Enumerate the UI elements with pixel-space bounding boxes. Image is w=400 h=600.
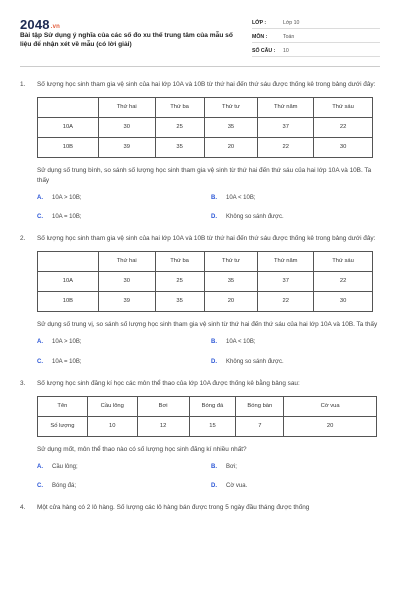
table-row (38, 272, 373, 292)
table-cell: 30 (98, 272, 155, 292)
option-d[interactable] (211, 358, 377, 367)
question-text: Số lượng học sinh tham gia vệ sinh của hai lớp 10A và 10B từ thứ hai đến thứ sáu được thống kê trong bảng dưới đây: (37, 235, 376, 243)
table-header: Bóng bàn (236, 396, 284, 416)
option-d[interactable] (211, 482, 377, 491)
table-row (38, 117, 373, 137)
table-row (38, 292, 373, 312)
table-header: Thứ năm (258, 97, 314, 117)
table-header: Thứ sáu (314, 97, 373, 117)
table-header: Bơi (137, 396, 189, 416)
option-d[interactable] (211, 213, 377, 222)
table-cell: 15 (189, 416, 236, 436)
answer-options (37, 194, 380, 223)
meta-grade-label: LỚP : (252, 20, 267, 26)
option-text: Không so sánh được. (226, 214, 284, 221)
question-number: 2. (20, 235, 26, 243)
meta-subject-label: MÔN : (252, 34, 268, 40)
question-text: Một cửa hàng có 2 lô hàng. Số lượng các lô hàng bán được trong 5 ngày đầu tháng được thống (37, 504, 310, 512)
question-3 (20, 379, 380, 491)
option-letter: A. (37, 194, 43, 201)
option-letter: D. (211, 358, 217, 365)
data-table (37, 396, 377, 437)
questions (20, 80, 380, 525)
table-header: Thứ hai (98, 97, 155, 117)
table-header: Thứ năm (258, 252, 314, 272)
table-header: Thứ ba (155, 97, 204, 117)
option-letter: B. (211, 463, 217, 470)
table-cell: 22 (258, 292, 314, 312)
table-cell: 35 (155, 137, 204, 157)
table-cell: 20 (284, 416, 377, 436)
option-text: 10A = 10B; (52, 214, 82, 221)
table-cell: 37 (258, 117, 314, 137)
table-cell: 30 (314, 137, 373, 157)
question-number: 3. (20, 379, 26, 387)
document-meta (252, 16, 380, 57)
option-letter: A. (37, 463, 43, 470)
answer-options (37, 463, 380, 492)
table-header: Thứ sáu (314, 252, 373, 272)
table-cell: 39 (98, 137, 155, 157)
option-letter: C. (37, 358, 43, 365)
table-cell: 12 (137, 416, 189, 436)
table-cell: 25 (155, 272, 204, 292)
table-header (38, 252, 99, 272)
table-cell: 39 (98, 292, 155, 312)
table-header: Bóng đá (189, 396, 236, 416)
question-prompt: Sử dụng mốt, môn thể thao nào có số lượng học sinh đăng kí nhiều nhất? (37, 445, 247, 453)
document-title: Bài tập Sử dụng ý nghĩa của các số đo xu thế trung tâm của mẫu số liệu để nhận xét về mẫu (có lời giải) (20, 32, 233, 48)
table-row (38, 252, 373, 272)
option-text: Không so sánh được. (226, 358, 284, 365)
table-cell: 30 (314, 292, 373, 312)
question-text: Số lượng học sinh đăng kí học các môn thể thao của lớp 10A được thống kê bằng bảng sau: (37, 379, 300, 387)
option-text: Cầu lông; (52, 463, 78, 470)
option-text: 10A > 10B; (52, 194, 82, 201)
table-row (38, 137, 373, 157)
table-cell: 22 (314, 117, 373, 137)
table-header: Cờ vua (284, 396, 377, 416)
option-text: 10A = 10B; (52, 358, 82, 365)
site-logo[interactable]: 2048.vn (20, 17, 61, 32)
option-letter: D. (211, 214, 217, 221)
question-1 (20, 80, 380, 222)
table-cell: 7 (236, 416, 284, 436)
option-a[interactable] (37, 194, 211, 203)
table-header: Cầu lông (87, 396, 137, 416)
option-text: 10A > 10B; (52, 339, 82, 346)
table-header: Tên (38, 396, 88, 416)
option-letter: C. (37, 214, 43, 221)
option-b[interactable] (211, 338, 377, 347)
table-cell: 22 (314, 272, 373, 292)
table-cell: 20 (204, 292, 258, 312)
option-letter: D. (211, 482, 217, 489)
meta-count-label: SỐ CÂU : (252, 48, 276, 54)
data-table (37, 251, 373, 312)
option-a[interactable] (37, 338, 211, 347)
table-cell: 35 (204, 117, 258, 137)
meta-subject-value: Toán (283, 34, 295, 40)
table-cell: 35 (155, 292, 204, 312)
option-text: Cờ vua. (226, 482, 248, 489)
option-text: Bóng đá; (52, 482, 77, 489)
table-cell: 22 (258, 137, 314, 157)
meta-count (252, 44, 380, 57)
option-text: Bơi; (226, 463, 237, 470)
table-header: Thứ tư (204, 97, 258, 117)
question-text: Số lượng học sinh tham gia vệ sinh của hai lớp 10A và 10B từ thứ hai đến thứ sáu được thống kê trong bảng dưới đây: (37, 81, 376, 88)
option-a[interactable] (37, 463, 211, 472)
question-2 (20, 234, 380, 366)
table-row (38, 97, 373, 117)
table-header (38, 97, 99, 117)
header-divider (20, 66, 380, 67)
option-letter: C. (37, 482, 43, 489)
table-cell: 10B (38, 292, 99, 312)
question-4 (20, 503, 380, 513)
option-c[interactable] (37, 482, 211, 491)
option-text: 10A < 10B; (226, 194, 256, 201)
table-header: Thứ hai (98, 252, 155, 272)
option-letter: B. (211, 339, 217, 346)
option-letter: A. (37, 339, 43, 346)
meta-grade-value: Lớp 10 (283, 20, 300, 26)
table-cell: Số lượng (38, 416, 88, 436)
option-c[interactable] (37, 358, 211, 367)
table-cell: 30 (98, 117, 155, 137)
question-prompt: Sử dụng số trung bình, so sánh số lượng học sinh tham gia vệ sinh từ thứ hai đến thứ sáu của hai lớp 10A và 10B. Ta thấy (37, 166, 372, 184)
answer-options (37, 338, 380, 367)
data-table (37, 97, 373, 158)
question-number: 4. (20, 504, 26, 512)
question-number: 1. (20, 81, 26, 88)
table-cell: 35 (204, 272, 258, 292)
table-header: Thứ tư (204, 252, 258, 272)
option-b[interactable] (211, 194, 377, 203)
table-cell: 25 (155, 117, 204, 137)
table-cell: 10 (87, 416, 137, 436)
meta-subject (252, 30, 380, 43)
table-cell: 20 (204, 137, 258, 157)
option-c[interactable] (37, 213, 211, 222)
table-cell: 10A (38, 117, 99, 137)
option-text: 10A < 10B; (226, 339, 256, 346)
meta-count-value: 10 (283, 48, 289, 54)
meta-grade (252, 16, 380, 29)
option-b[interactable] (211, 463, 377, 472)
question-prompt: Sử dụng số trung vị, so sánh số lượng học sinh tham gia vệ sinh từ thứ hai đến thứ sáu của hai lớp 10A và 10B. Ta thấy (37, 321, 378, 329)
table-row (38, 416, 377, 436)
table-cell: 10A (38, 272, 99, 292)
table-cell: 10B (38, 137, 99, 157)
table-cell: 37 (258, 272, 314, 292)
table-row (38, 396, 377, 416)
table-header: Thứ ba (155, 252, 204, 272)
option-letter: B. (211, 194, 217, 201)
